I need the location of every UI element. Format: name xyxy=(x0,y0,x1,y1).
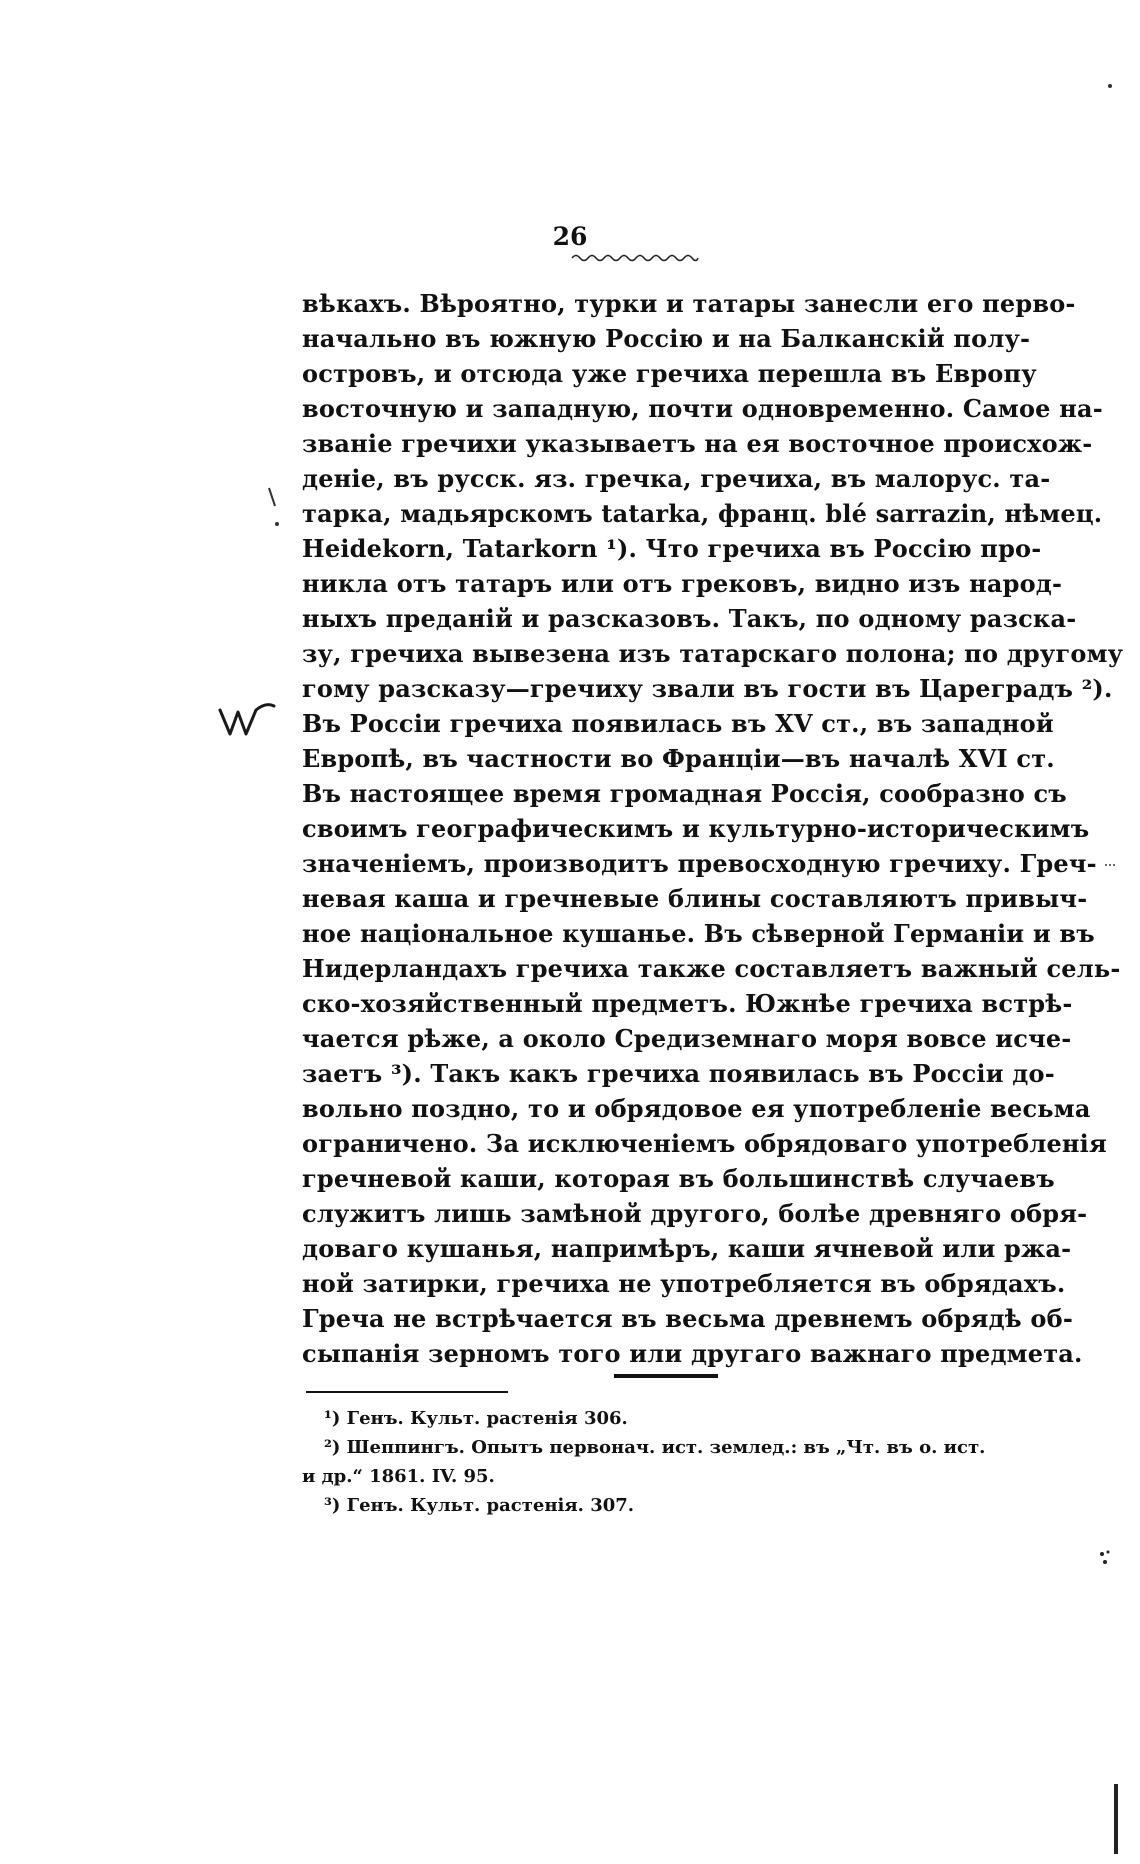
text-line: начально въ южную Россію и на Балканскій полу- xyxy=(302,324,1031,353)
text-line: тарка, мадьярскомъ tatarka, франц. blé sarrazin, нѣмец. xyxy=(302,499,1103,528)
text-line: зу, гречиха вывезена изъ татарскаго полона; по другому xyxy=(302,639,1124,668)
text-line: восточную и западную, почти одновременно. Самое на- xyxy=(302,394,1103,423)
margin-handwritten-w-mark xyxy=(216,702,278,738)
text-line: званіе гречихи указываетъ на ея восточное происхож- xyxy=(302,429,1093,458)
text-line: гречневой каши, которая въ большинствѣ случаевъ xyxy=(302,1164,1055,1193)
text-line: сыпанія зерномъ того или другаго важнаго предмета. xyxy=(302,1339,1083,1368)
text-line: ныхъ преданій и разсказовъ. Такъ, по одному разска- xyxy=(302,604,1077,633)
page-number-ornament xyxy=(570,252,700,264)
edge-scan-line xyxy=(1114,1784,1118,1854)
text-line: чается рѣже, а около Средиземнаго моря вовсе исче- xyxy=(302,1024,1072,1053)
margin-pencil-mark xyxy=(266,484,282,532)
text-line: Heidekorn, Tatarkorn ¹). Что гречиха въ Россію про- xyxy=(302,534,1042,563)
text-line: значеніемъ, производитъ превосходную гречиху. Греч- xyxy=(302,849,1097,878)
edge-speck-bottom xyxy=(1098,1548,1112,1568)
page-number: 26 xyxy=(552,222,588,251)
footnote-2-continued: и др.“ 1861. IV. 95. xyxy=(302,1466,495,1487)
text-line: ско-хозяйственный предметъ. Южнѣе гречиха встрѣ- xyxy=(302,989,1073,1018)
text-line: ной затирки, гречиха не употребляется въ обрядахъ. xyxy=(302,1269,1066,1298)
footnote-1: ¹) Генъ. Культ. растенія 306. xyxy=(324,1408,628,1429)
text-line: островъ, и отсюда уже гречиха перешла въ Европу xyxy=(302,359,1037,388)
text-line: Въ настоящее время громадная Россія, сообразно съ xyxy=(302,779,1067,808)
text-line: деніе, въ русск. яз. гречка, гречиха, въ малорус. та- xyxy=(302,464,1051,493)
footnote-2: ²) Шеппингъ. Опытъ первонач. ист. землед.: въ „Чт. въ о. ист. xyxy=(324,1437,986,1458)
main-text-body xyxy=(302,286,1124,1371)
text-line: доваго кушанья, напримѣръ, каши ячневой или ржа- xyxy=(302,1234,1072,1263)
text-line: заетъ ³). Такъ какъ гречиха появилась въ Россіи до- xyxy=(302,1059,1055,1088)
text-line: вѣкахъ. Вѣроятно, турки и татары занесли его перво- xyxy=(302,289,1076,318)
text-line: ное національное кушанье. Въ сѣверной Германіи и въ xyxy=(302,919,1095,948)
text-line: Въ Россіи гречиха появилась въ XV ст., въ западной xyxy=(302,709,1054,738)
footnote-separator xyxy=(306,1391,508,1393)
text-line: Европѣ, въ частности во Франціи—въ началѣ XVI ст. xyxy=(302,744,1055,773)
text-line: Греча не встрѣчается въ весьма древнемъ обрядѣ об- xyxy=(302,1304,1074,1333)
edge-dash xyxy=(1104,860,1118,870)
text-line: невая каша и гречневые блины составляютъ привыч- xyxy=(302,884,1088,913)
text-line: Нидерландахъ гречиха также составляетъ важный сель- xyxy=(302,954,1121,983)
footnote-3: ³) Генъ. Культ. растенія. 307. xyxy=(324,1495,635,1516)
text-line: никла отъ татаръ или отъ грековъ, видно изъ народ- xyxy=(302,569,1063,598)
edge-speck xyxy=(1106,82,1114,90)
text-line: своимъ географическимъ и культурно-историческимъ xyxy=(302,814,1090,843)
text-line: ограничено. За исключеніемъ обрядоваго употребленія xyxy=(302,1129,1107,1158)
text-line: гому разсказу—гречиху звали въ гости въ Цареградъ ²). xyxy=(302,674,1113,703)
text-line: вольно поздно, то и обрядовое ея употребленіе весьма xyxy=(302,1094,1091,1123)
footnotes xyxy=(302,1404,1002,1520)
section-end-rule xyxy=(614,1374,718,1378)
text-line: служитъ лишь замѣной другого, болѣе древняго обря- xyxy=(302,1199,1088,1228)
